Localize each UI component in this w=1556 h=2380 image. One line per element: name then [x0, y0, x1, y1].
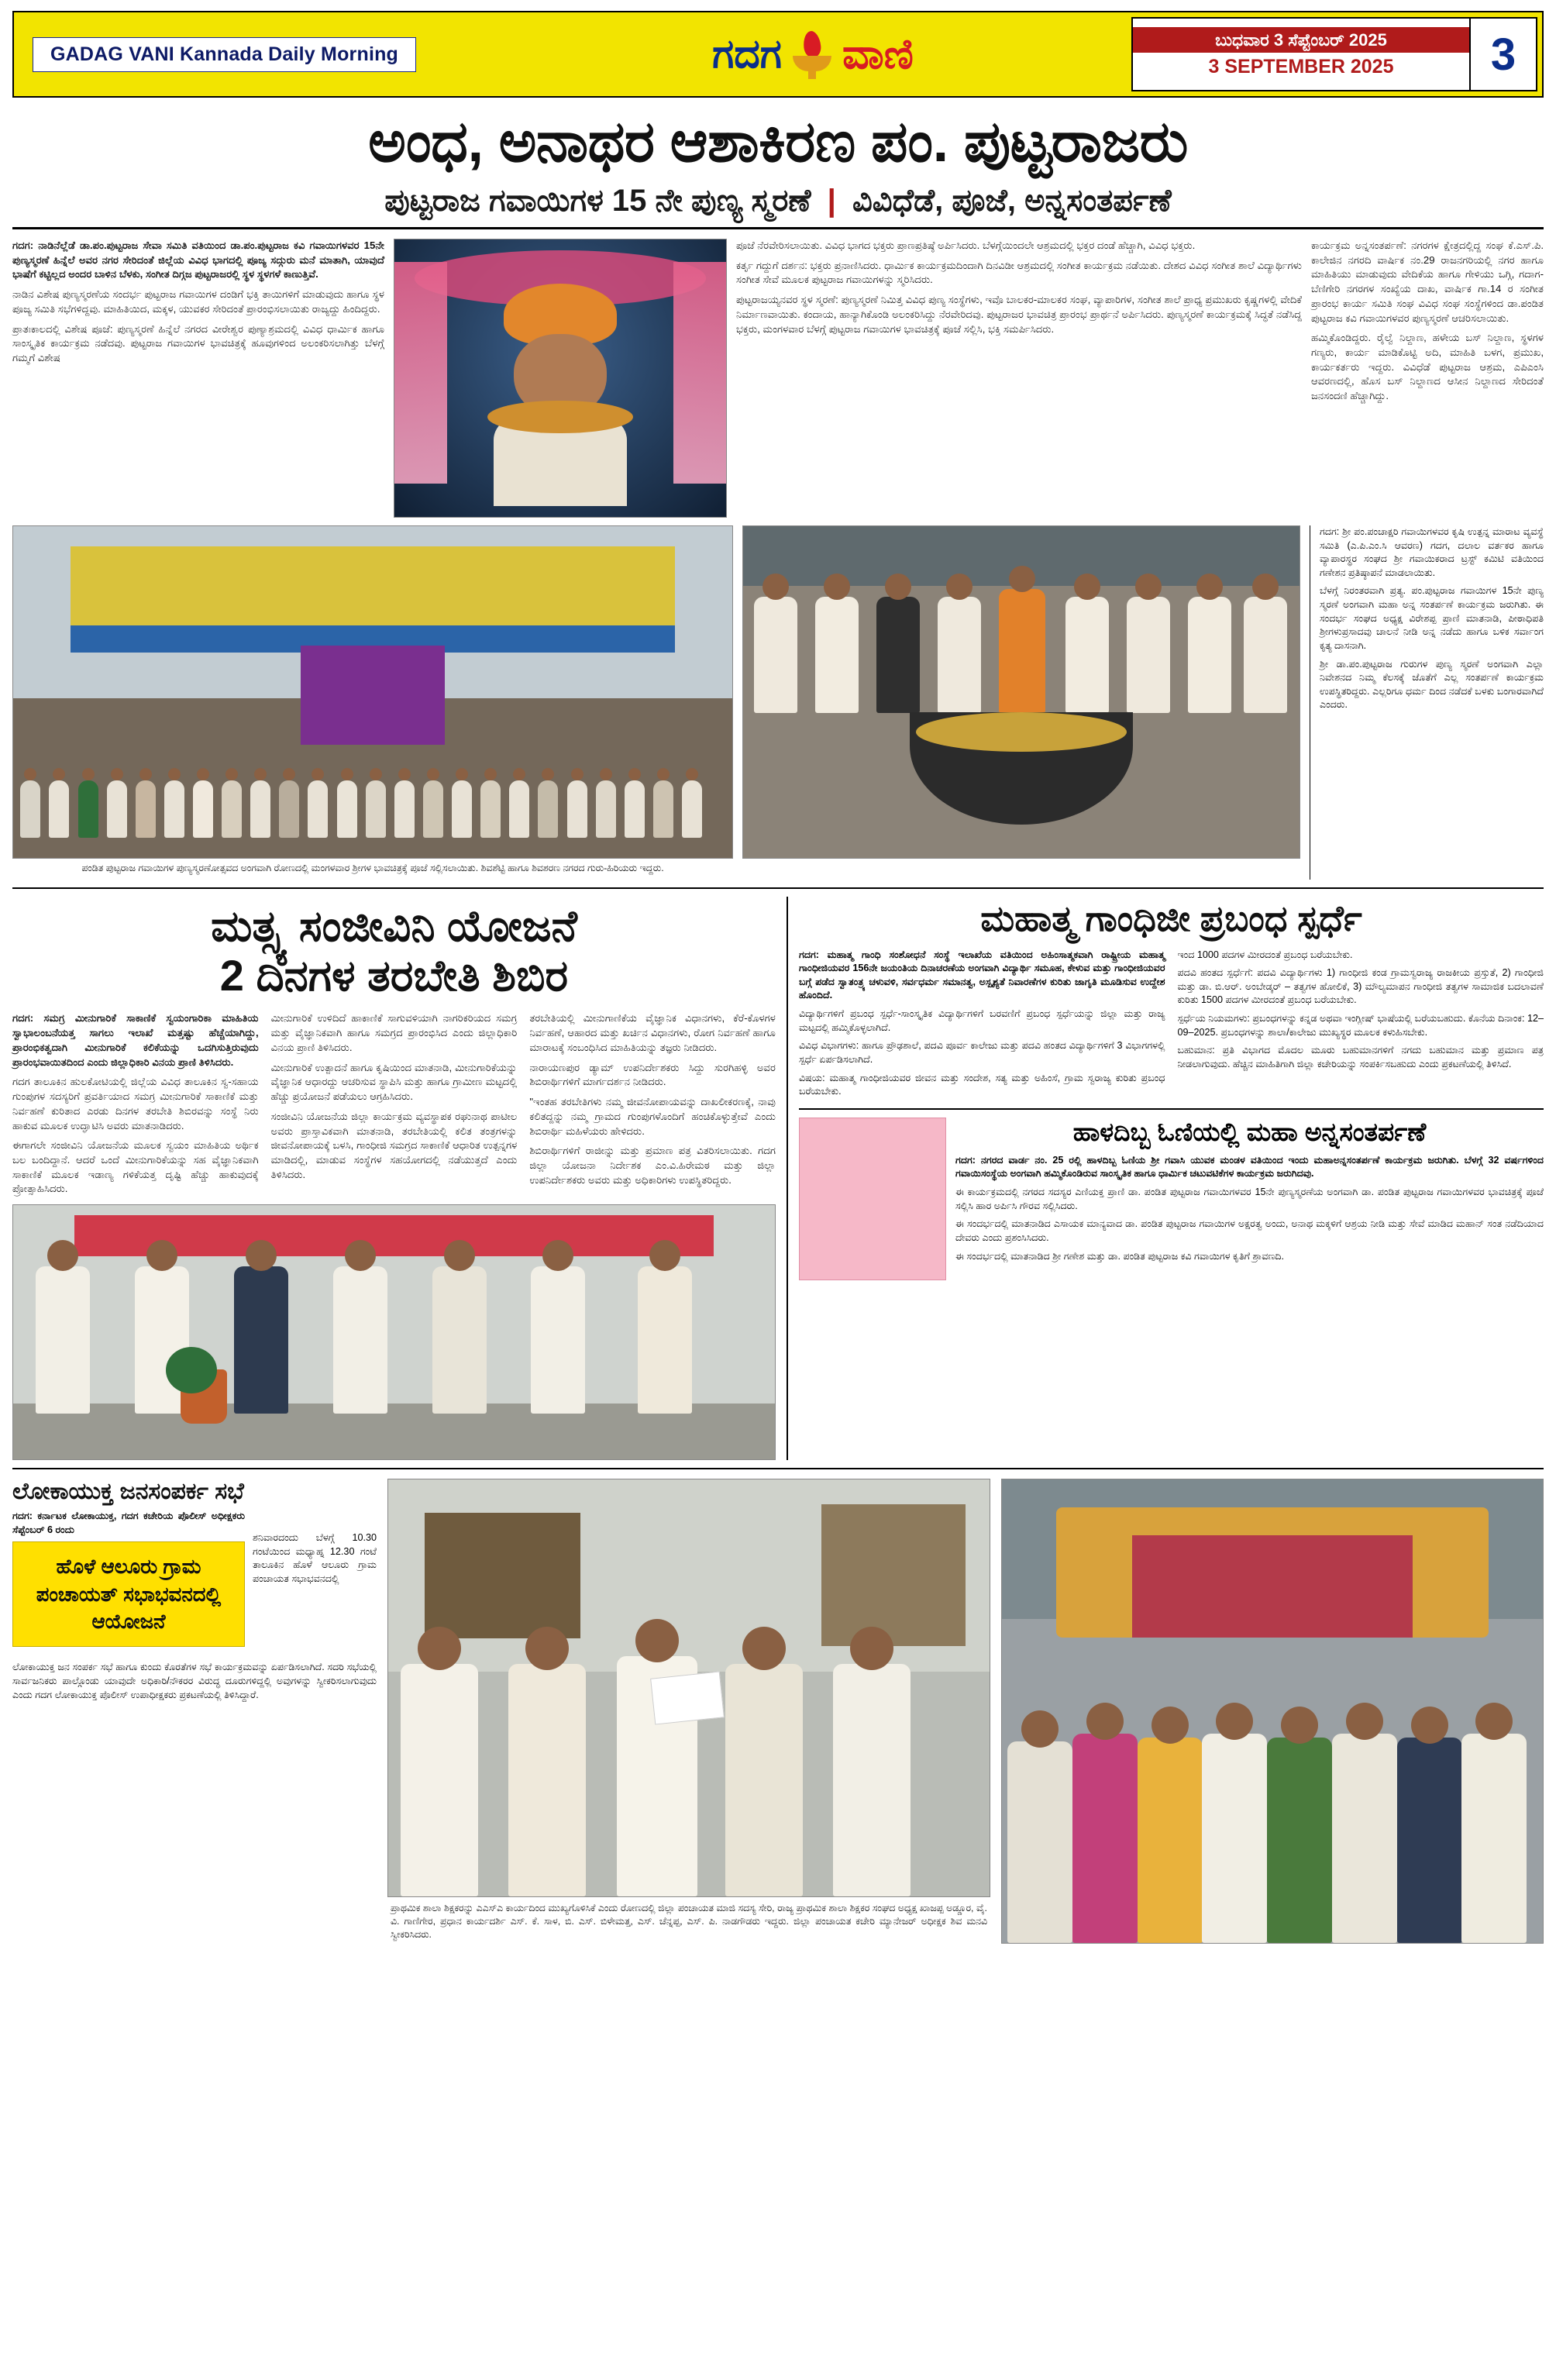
story2-p10: ಶಿಬಿರಾರ್ಥಿಗಳಿಗೆ ರಾಜೀನ್ನು ಮತ್ತು ಪ್ರಮಾಣ ಪತ್ರ ವಿತರಿಸಲಾಯಿತು. ಗದಗ ಜಿಲ್ಲಾ ಯೋಜನಾ ನಿರ್ದೇಶಕ ಎಂ.ವಿ.ಹಿರೇಮಠ ಮತ್ತು ಜಿಲ್ಲಾ ಉಪನಿರ್ದೇಶಕರು ಅವರು ಮತ್ತು ಅಧಿಕಾರಿಗಳು ಉಪಸ್ಥಿತರಿದ್ದರು. — [529, 1145, 776, 1186]
decorative-pink-panel — [799, 1118, 946, 1280]
right-story-paragraph-1: ಗದಗ: ಶ್ರೀ ಪಂ.ಪಂಚಾಕ್ಷರಿ ಗವಾಯಿಗಳವರ ಕೃಷಿ ಉತ್ಪನ್ನ ಮಾರಾಟ ವ್ಯವಸ್ಥೆ ಸಮಿತಿ (ಎ.ಪಿ.ಎಂ.ಸಿ ಆವರಣ) ಗದಗ, ದಲಾಲ ವರ್ತಕರ ಹಾಗೂ ವ್ಯಾಪಾರಸ್ಥರ ಸಂಘದ ಶ್ರೀ ಗವಾಯಿಕರಾದ ಟ್ರಸ್ಟ್ ಕಮಿಟಿ ವತಿಯಿಂದ ಗಣೇಶನ ಪ್ರತಿಷ್ಠಾಪನೆ ಮಾಡಲಾಯಿತು. — [1320, 525, 1544, 578]
lead-portrait-column — [394, 239, 727, 518]
lead-paragraph-6: ಪುಟ್ಟರಾಜಯ್ಯನವರ ಸ್ಥಳ ಸ್ಮರಣೆ: ಪುಣ್ಯಸ್ಮರಣೆ ನಿಮಿತ್ತ ವಿವಿಧ ಪುಣ್ಯ ಸಂಸ್ಥೆಗಳು, ಇವೊ ಬಾಲಕರ-ಮಾಲಕರ ಸಂಘ, ವ್ಯಾಪಾರಿಗಳ, ಸಂಗೀತ ಶಾಲೆ ಪ್ರಾಧ್ಯ ಪ್ರಮುಖರು ಕೃಷ್ಣಗಳಲ್ಲಿ ವೇದಿಕೆ ನಿರ್ಮಾಣವಾಯಿತು. ಕಂದಾಯ, ಹಾನ್ಯಾಗಿಕೊಂಡಿ ಅಲಂಕರಿಸಿದ್ದು ನೆರವೇರಿದವು. ಪುಟ್ಟರಾಜರ ಭಾವಚಿತ್ರ ಪ್ರಾರಂಭ ಪ್ರಾರ್ಥನೆ ಅರ್ಪಿಸಿದರು. ಪುಣ್ಯಸ್ಮರಣೆ ಕಾರ್ಯಕ್ರಮಕ್ಕೆ ಸಿದ್ಧತೆ ನಡೆಸಿದ್ದ ಭಕ್ತರು, ಮಂಗಳವಾರ ಬೆಳಗ್ಗೆ ಪುಟ್ಟರಾಜ ಗವಾಯಿಗಳ ಭಾವಚಿತ್ರಕ್ಕೆ ಪೂಜೆ ಸಲ್ಲಿಸಿ, ಭಕ್ತಿ ಸಮರ್ಪಿಸಿದರು. — [736, 294, 1302, 335]
story3-title: ಮಹಾತ್ಮ ಗಾಂಧಿಜೀ ಪ್ರಬಂಧ ಸ್ಪರ್ಧೆ — [980, 897, 1362, 939]
photo-memorandum — [387, 1479, 990, 1897]
lead-paragraph-3: ಪ್ರಾತಃಕಾಲದಲ್ಲಿ ವಿಶೇಷ ಪೂಜೆ: ಪುಣ್ಯಸ್ಮರಣೆ ಹಿನ್ನೆಲೆ ನಗರದ ವೀರೇಶ್ವರ ಪುಣ್ಯಾಶ್ರಮದಲ್ಲಿ ವಿವಿಧ ಧಾರ್ಮಿಕ ಹಾಗೂ ಸಾಂಸ್ಕೃತಿಕ ಕಾರ್ಯಕ್ರಮ ನಡೆದವು. ಪುಟ್ಟರಾಜ ಗವಾಯಿಗಳ ಭಾವಚಿತ್ರಕ್ಕೆ ಹೂವುಗಳಿಂದ ಅಲಂಕರಿಸಲಾಗಿತ್ತು ಬೆಳಗ್ಗೆ ಗಮ್ಮಗೆ ವಿಶೇಷ — [12, 322, 384, 364]
story4-wrap — [799, 1108, 1544, 1280]
lead-story-column-1 — [12, 239, 384, 518]
bottom-section — [12, 1469, 1544, 1945]
logo-red-text: ವಾಣಿ — [842, 31, 914, 77]
story3-p3: ವಿವಿಧ ವಿಭಾಗಗಳು: ಹಾಗೂ ಪ್ರೌಢಶಾಲೆ, ಪದವಿ ಪೂರ್ವ ಕಾಲೇಜು ಮತ್ತು ಪದವಿ ಹಂತದ ವಿದ್ಯಾರ್ಥಿಗಳಿಗೆ 3 ವಿಭಾಗಗಳಲ್ಲಿ ಸ್ಪರ್ಧೆ ಏರ್ಪಡಿಸಲಾಗಿದೆ. — [799, 1040, 1165, 1065]
story3-p8: ಬಹುಮಾನ: ಪ್ರತಿ ವಿಭಾಗದ ಮೊದಲ ಮೂರು ಬಹುಮಾನಗಳಿಗೆ ನಗದು ಬಹುಮಾನ ಮತ್ತು ಪ್ರಮಾಣ ಪತ್ರ ನೀಡಲಾಗುವುದು. ಹೆಚ್ಚಿನ ಮಾಹಿತಿಗಾಗಿ ಜಿಲ್ಲಾ ಕಚೇರಿಯನ್ನು ಸಂಪರ್ಕಿಸಬಹುದು ಎಂದು ಪ್ರಕಟಣೆಯಲ್ಲಿ ತಿಳಿಸಿದೆ. — [1177, 1045, 1544, 1069]
lead-headline-block — [12, 98, 1544, 229]
story2-p7: ತರಬೇತಿಯಲ್ಲಿ ಮೀನುಗಾಣಿಕೆಯ ವೈಜ್ಞಾನಿಕ ವಿಧಾನಗಳು, ಕೆರೆ-ಕೊಳಗಳ ನಿರ್ವಹಣೆ, ಆಹಾರದ ಮತ್ತು ಖರ್ಚಿನ ವಿಧಾನಗಳು, ರೋಗ ನಿರ್ವಹಣೆ ಹಾಗೂ ಮಾರಾಟಕ್ಕೆ ಸಂಬಂಧಿಸಿದ ಮಾಹಿತಿಯನ್ನು ತಜ್ಞರು ನೀಡಿದರು. — [529, 1012, 776, 1053]
photo-group-annadana — [1001, 1479, 1544, 1944]
lead-paragraph-2: ನಾಡಿನ ವಿಶೇಷ ಪುಣ್ಯಸ್ಮರಣೆಯ ಸಂದರ್ಭ ಪುಟ್ಟರಾಜ ಗವಾಯಿಗಳ ದಂಡಿಗೆ ಭಕ್ತಿ ತಾಯಿಗಳಿಗೆ ಮಾಡುವುದು ಹಾಗೂ ಸ್ಥಳ ಪೂಜ್ಯ ಸಮಿತಿ ಸಭೆಗಳಿದ್ದವು. ಮಾಹಿತಿಯಿದ, ಮಕ್ಕಳ, ಯುವಕರ ಸೇರಿದಂತೆ ಪ್ರಾರಂಭಿಸಲಾಯಿತು ರಾಜ್ಯದ್ದು ಹಿಂದಿದ್ದರು. — [12, 288, 384, 315]
photo-block-memorandum — [387, 1479, 990, 1945]
sub-headline — [12, 182, 1544, 219]
right-column-story — [1310, 525, 1544, 880]
photo-row — [12, 518, 1544, 880]
sub-headline-left: ಪುಟ್ಟರಾಜ ಗವಾಯಿಗಳ 15 ನೇ ಪುಣ್ಯ ಸ್ಮರಣೆ — [384, 183, 811, 218]
lead-story-section — [12, 229, 1544, 518]
story3-p6: ಪದವಿ ಹಂತದ ಸ್ಪರ್ಧೆಗೆ: ಪದವಿ ವಿದ್ಯಾರ್ಥಿಗಳು 1) ಗಾಂಧೀಜಿ ಕಂಡ ಗ್ರಾಮಸ್ವರಾಜ್ಯ ರಾಜಕೀಯ ಪ್ರಸ್ತುತೆ, 2) ಗಾಂಧೀಜಿ ಮತ್ತು ಡಾ. ಬಿ.ಆರ್. ಅಂಬೇಡ್ಕರ್ – ತತ್ವಗಳ ಹೋಲಿಕೆ, 3) ಮೌಲ್ಯಮಾಪನ ಗಾಂಧೀಜಿ ತತ್ವಗಳ ಸಾಮಾಜಿಕ ಬದಲಾವಣೆ ಕುರಿತು 1500 ಪದಗಳ ಮೀರದಂತೆ ಪ್ರಬಂಧ ಬರೆಯಬೇಕು. — [1177, 967, 1544, 1006]
photo-block-group — [1001, 1479, 1544, 1945]
publication-tagline: GADAG VANI Kannada Daily Morning — [33, 37, 416, 72]
story-matsya-sanjeevini — [12, 897, 776, 1461]
photo-block-ceremony — [12, 525, 733, 880]
story5-tail: ಲೋಕಾಯುಕ್ತ ಜನ ಸಂಪರ್ಕ ಸಭೆ ಹಾಗೂ ಕುಂದು ಕೊರತೆಗಳ ಸಭೆ ಕಾರ್ಯಕ್ರಮವನ್ನು ಏರ್ಪಡಿಸಲಾಗಿದೆ. ಸದರಿ ಸಭೆಯಲ್ಲಿ ಸಾರ್ವಜನಿಕರು ಪಾಲ್ಗೊಂಡು ಯಾವುದೇ ಅಧಿಕಾರಿ/ನೌಕರರ ವಿರುದ್ಧ ದೂರುಗಳಿದ್ದಲ್ಲಿ ಅವುಗಳನ್ನು ಸ್ವೀಕರಿಸಲಾಗುವುದು ಎಂದು ಗದಗ ಲೋಕಾಯುಕ್ತ ಪೊಲೀಸ್ ಉಪಾಧೀಕ್ಷಕರು ಪ್ರಕಟಣೆಯಲ್ಲಿ ತಿಳಿಸಿದ್ದಾರೆ. — [12, 1662, 377, 1700]
story4-p1: ಗದಗ: ನಗರದ ವಾರ್ಡ ನಂ. 25 ರಲ್ಲಿ ಹಾಳದಿಬ್ಬ ಓಣಿಯ ಶ್ರೀ ಗವಾಸಿ ಯುವಕ ಮಂಡಳ ವತಿಯಿಂದ ಇಂದು ಮಹಾಅನ್ನಸಂತರ್ಪಣೆ ಕಾರ್ಯಕ್ರಮ ಜರುಗಿತು. ಬೆಳಗ್ಗೆ 32 ವರ್ಷಗಳಿಂದ ಗವಾಯಿಸಂಸ್ಥೆಯ ಅಂಗವಾಗಿ ಹಮ್ಮಿಕೊಂಡಿರುವ ಸಾಂಸ್ಕೃತಿಕ ಹಾಗೂ ಧಾರ್ಮಿಕ ಚಟುವಟಿಕೆಗಳ ಕಾರ್ಯಕ್ರಮ ಜರುಗಿದವು. — [955, 1154, 1544, 1180]
photo-block-annadana — [742, 525, 1300, 880]
photo-caption-memorandum: ಪ್ರಾಥಮಿಕ ಶಾಲಾ ಶಿಕ್ಷಕರನ್ನು ಎಎಸ್‍ಎ ಕಾರ್ಯದಿಂದ ಮುಖ್ಯಗೊಳಿಸಿಕೆ ಎಂದು ರೋಣದಲ್ಲಿ ಜಿಲ್ಲಾ ಪಂಚಾಯತ ಮಾಜಿ ಸದಸ್ಯ ಸೇರಿ, ರಾಜ್ಯ ಪ್ರಾಥಮಿಕ ಶಾಲಾ ಶಿಕ್ಷಕರ ಸಂಘದ ಅಧ್ಯಕ್ಷ ಖಾಜಪ್ಪ ಅಡ್ಡೂರ, ವೈ. ವಿ. ಗಾಣಿಗೇರ, ಪ್ರಧಾನ ಕಾರ್ಯದರ್ಶಿ ಎಸ್. ಕೆ. ಸಾಳ, ಬಿ. ಎಸ್. ಬಿಳೇಮತ್ತ, ಎಸ್. ಚೆನ್ನಪ್ಪ, ಎಸ್. ಪಿ. ನಾಡಗೌಡರು ಇದ್ದರು. ಜಿಲ್ಲಾ ಪಂಚಾಯತ ಕಚೇರಿ ಮ್ಯಾನೇಜರ್ ಅಧೀಕ್ಷಕ ಶಿವ ಮನವಿ ಸ್ವೀಕರಿಸಿದರು. — [391, 1903, 987, 1940]
photo-ceremony — [12, 525, 733, 859]
lead-paragraph-4: ಪೂಜೆ ನೆರವೇರಿಸಲಾಯಿತು. ವಿವಿಧ ಭಾಗದ ಭಕ್ತರು ಪ್ರಾಣಪ್ರತಿಷ್ಠೆ ಅರ್ಪಿಸಿದರು. ಬೆಳಗ್ಗೆಯಿಂದಲೇ ಆಶ್ರಮದಲ್ಲಿ ಭಕ್ತರ ದಂಡೆ ಹೆಚ್ಚಾಗಿ, ವಿವಿಧ ಭಕ್ತರು. — [736, 239, 1196, 251]
logo-kannada-text: ಗದಗ — [712, 32, 782, 77]
masthead-right — [1131, 12, 1542, 96]
story3-p7: ಸ್ಪರ್ಧೆಯ ನಿಯಮಗಳು: ಪ್ರಬಂಧಗಳನ್ನು ಕನ್ನಡ ಅಥವಾ ಇಂಗ್ಲೀಷ್ ಭಾಷೆಯಲ್ಲಿ ಬರೆಯಬಹುದು. ಕೊನೆಯ ದಿನಾಂಕ: 12–09–2025. ಪ್ರಬಂಧಗಳನ್ನು ಶಾಲಾ/ಕಾಲೇಜು ಮುಖ್ಯಸ್ಥರ ಮೂಲಕ ಕಳುಹಿಸಬೇಕು. — [1177, 1013, 1544, 1038]
photo-caption-ceremony: ಪಂಡಿತ ಪುಟ್ಟರಾಜ ಗವಾಯಿಗಳ ಪುಣ್ಯಸ್ಮರಣೋತ್ಸವದ ಅಂಗವಾಗಿ ರೋಣದಲ್ಲಿ ಮಂಗಳವಾರ ಶ್ರೀಗಳ ಭಾವಚಿತ್ರಕ್ಕೆ ಪೂಜೆ ಸಲ್ಲಿಸಲಾಯಿತು. ಶಿವಶೆಟ್ಟಿ ಹಾಗೂ ಶಿವಶರಣ ನಗರದ ಗುರು-ಹಿರಿಯರು ಇದ್ದರು. — [81, 862, 664, 873]
story-hala-dibba — [955, 1118, 1544, 1280]
lead-story-column-4 — [1311, 239, 1544, 518]
story-gandhi-essay — [787, 897, 1544, 1461]
story2-p8: ನಾರಾಯಣಪುರ ಡ್ಯಾಮ್ ಉಪನಿರ್ದೇಶಕರು ಸಿದ್ದು ಸುರಗಿಹಳ್ಳಿ ಅವರ ಶಿಬಿರಾರ್ಥಿಗಳಿಗೆ ಮಾರ್ಗದರ್ಶನ ನೀಡಿದರು. — [529, 1061, 776, 1088]
story4-p4: ಈ ಸಂದರ್ಭದಲ್ಲಿ ಮಾತನಾಡಿದ ಶ್ರೀ ಗಣೇಶ ಮತ್ತು ಡಾ. ಪಂಡಿತ ಪುಟ್ಟರಾಜ ಕವಿ ಗವಾಯಿಗಳ ಕೃತಿಗೆ ಶ್ರಾವಣದಿ. — [955, 1250, 1285, 1262]
sub-headline-separator: | — [827, 183, 836, 218]
story5-lead: ಗದಗ: ಕರ್ನಾಟಕ ಲೋಕಾಯುಕ್ತ, ಗದಗ ಕಚೇರಿಯ ಪೊಲೀಸ್ ಅಧೀಕ್ಷಕರು ಸೆಪ್ಟೆಂಬರ್ 6 ರಂದು — [12, 1510, 245, 1535]
right-story-paragraph-3: ಶ್ರೀ ಡಾ.ಪಂ.ಪುಟ್ಟರಾಜ ಗುರುಗಳ ಪುಣ್ಯ ಸ್ಮರಣೆ ಅಂಗವಾಗಿ ಎಲ್ಲಾ ನಿವೇಶನದ ನಿಮ್ಮ ಕೆಲಸಕ್ಕೆ ಜೊತೆಗೆ ಎಲ್ಲ ಸಂತರ್ಪಣೆ ಕಾರ್ಯಕ್ರಮ ಉಪಸ್ಥಿತರಿದ್ದರು. ಎಲ್ಲರಿಗೂ ಧರ್ಮ ದಿಂದ ನಡೆದಕೆ ಬಳಕು ಬಂಗಾರವಾಗಿದೆ ಎಂದರು. — [1320, 658, 1544, 711]
right-story-paragraph-2: ಬೆಳಗ್ಗೆ ನಿರಂತರವಾಗಿ ಪ್ರತ್ಯ. ಪಂ.ಪುಟ್ಟರಾಜ ಗವಾಯಿಗಳ 15ನೇ ಪುಣ್ಯ ಸ್ಮರಣೆ ಅಂಗವಾಗಿ ಮಹಾ ಅನ್ನ ಸಂತರ್ಪಣೆ ಕಾರ್ಯಕ್ರಮ ಜರುಗಿತು. ಈ ಸಂದರ್ಭ ಸಂಘದ ಅಧ್ಯಕ್ಷ ವಿರೇಶಪ್ಪ ಪ್ರಾಣಿ ಮಾತನಾಡಿ, ಪೀಠಾಧಿಪತಿ ಶ್ರೀಗಳುಪ್ರಸಾದವು ಚಾಲನೆ ನೀಡಿ ಅನ್ನ ನಡೆದು ಹಾಗೂ ಬಳಿಕ ಸರ್ವಾಂಗ ಕೃತ್ಯ ದಾಸನಾಗಿ. — [1320, 585, 1544, 651]
lead-paragraph-8: ಹಮ್ಮಿಕೊಂಡಿದ್ದರು. ರೈಲ್ವೆ ನಿಲ್ದಾಣ, ಹಳೇಯ ಬಸ್ ನಿಲ್ದಾಣ, ಸ್ಥಳಗಳ ಗಣ್ಯರು, ಕಾರ್ಯ ಮಾಡಿಕೊಟ್ಟಿ ಅದಿ, ಮಾಹಿತಿ ಬಳಗ, ಪ್ರಮುಖ, ಕಾರ್ಯಕರ್ತರು ಇದ್ದರು. ವಿವಿಧೆಡೆ ಪುಟ್ಟರಾಜ ಆಶ್ರಮ, ಎಪಿಎಂಸಿ ಆವರಣದಲ್ಲಿ, ಹೊಸ ಬಸ್ ನಿಲ್ದಾಣದ ಆಸೀನ ನಿಲ್ದಾಣದ ಸೇರಿದಂತೆ ಜನಸಂದಣಿ ಹೆಚ್ಚಾಗಿದ್ದು. — [1311, 332, 1544, 402]
masthead-logo — [494, 12, 1131, 96]
date-block — [1131, 17, 1471, 91]
story3-body — [799, 949, 1544, 1099]
date-english: 3 SEPTEMBER 2025 — [1208, 56, 1394, 77]
lead-paragraph-1: ಗದಗ: ನಾಡಿನೆಲ್ಲೆಡೆ ಡಾ.ಪಂ.ಪುಟ್ಟರಾಜ ಸೇವಾ ಸಮಿತಿ ವತಿಯಿಂದ ಡಾ.ಪಂ.ಪುಟ್ಟರಾಜ ಕವಿ ಗವಾಯಿಗಳವರ 15ನೇ ಪುಣ್ಯಸ್ಮರಣೆ ಹಿನ್ನೆಲೆ ಅವರ ನಗರ ಸೇರಿದಂತೆ ಜಿಲ್ಲೆಯ ವಿವಿಧ ಭಾಗದಲ್ಲಿ ಪೂಜ್ಯ ಸದ್ಗುರು ಮನೆ ಮಾತಾಗಿ, ಯಾವುದೆ ಭಾಷೆಗೆ ಕಟ್ಟಿಲ್ಲದ ಅಂದರ ಬಾಳಿನ ಬೆಳಕು, ಸಂಗೀತ ದಿಗ್ಗಜ ಪುಟ್ಟರಾಜರಲ್ಲಿ ಸ್ಥಳ ಸ್ಥಳಗಳೆ ಕಾಣುತ್ತಿವೆ. — [12, 239, 384, 281]
page-number: 3 — [1471, 17, 1537, 91]
date-kannada: ಬುಧವಾರ 3 ಸೆಪ್ಟೆಂಬರ್ 2025 — [1133, 27, 1469, 53]
masthead — [12, 11, 1544, 98]
story2-p6: ಸಂಜೀವಿನಿ ಯೋಜನೆಯ ಜಿಲ್ಲಾ ಕಾರ್ಯಕ್ರಮ ವ್ಯವಸ್ಥಾಪಕ ರಘುನಾಥ ಪಾಟೀಲ ಅವರು ಪ್ರಾಸ್ತಾವಿಕವಾಗಿ ಮಾತನಾಡಿ, ತರಬೇತಿಯಲ್ಲಿ ಕಲಿತ ತಂತ್ರಗಳನ್ನು ಜೀವನೋಪಾಯಕ್ಕೆ ಬಳಸಿ, ಗಾಂಧೀಜಿ ಸಮಗ್ರದ ಸಾಕಾಣಿಕೆ ಆಧಾರಿತ ಉತ್ಪನ್ನಗಳ ಮಾಡಿದಲ್ಲಿ, ಮಾಡುವ ಸಂಸ್ಥೆಗಳ ಸಹಯೋಗದಲ್ಲಿ ನಡೆಯುತ್ತದೆ ಎಂದು ತಿಳಿಸಿದರು. — [270, 1110, 518, 1180]
photo-annadana — [742, 525, 1300, 859]
story3-p2: ವಿದ್ಯಾರ್ಥಿಗಳಿಗೆ ಪ್ರಬಂಧ ಸ್ಪರ್ಧೆ-ಸಾಂಸ್ಕೃತಿಕ ವಿದ್ಯಾರ್ಥಿಗಳಿಗೆ ಬರವಣಿಗೆ ಪ್ರಬಂಧ ಸ್ಪರ್ಧೆಯನ್ನು ಜಿಲ್ಲಾ ಮತ್ತು ರಾಜ್ಯ ಮಟ್ಟದಲ್ಲಿ ಹಮ್ಮಿಕೊಳ್ಳಲಾಗಿದೆ. — [799, 1008, 1165, 1033]
lead-paragraph-7: ಕಾರ್ಯಕ್ರಮ ಅನ್ನಸಂತರ್ಪಣೆ: ನಗರಗಳ ಕ್ಷೇತ್ರದಲ್ಲಿದ್ದ ಸಂಘ ಕೆ.ಎಸ್.ಪಿ. ಕಾಲೇಜಿನ ನಗರದಿ ವಾರ್ಷಿಕ ನಂ.29 ರಾಜನಗರಿಯಲ್ಲಿ ನಗರ ಹಾಗೂ ಮಾಹಿತಿಯು ಮಾಡುವುದು ವೇದಿಕೆಯ ಹಾಗೂ ಗೇಳಿಯು ಒಗ್ಗಿ, ಗದಾಗ-ಬೆಣಿಗೇರಿ ನಗರಗಳ ಸಂಖ್ಯೆಯ ದಾಖ, ವಾರ್ಷಿಕ ಗಾ.14 ರ ಸಂಗೀತ ಪ್ರಾರಂಭ ಕಾರ್ಯ ಸಮಿತಿ ಸಂಘ ವಿವಿಧ ಸಂಘ ಸಂಸ್ಥೆಗಳಿಂದ ಡಾ.ಪಂಡಿತ ಪುಟ್ಟರಾಜ ಕವಿ ಗವಾಯಿಗಳವರ ಪುಣ್ಯಸ್ಮರಣೆ ಆಚರಿಸಲಾಯಿತು. — [1311, 239, 1544, 324]
middle-section — [12, 889, 1544, 1461]
story2-p4: ಮೀನುಗಾರಿಕೆ ಉಳಿದಿದೆ ಹಾಕಾಣಿಕೆ ಸಾಗುವಳಿಯಾಗಿ ನಾಗರಿಕರಿಯದ ಸಮಗ್ರ ಮತ್ತು ವೈಜ್ಞಾನಿಕವಾಗಿ ಹಾಗೂ ಸಮಗ್ರದ ಪ್ರಾರಂಭಿಸಿದ ಎಂದು ಜಿಲ್ಲಾಧಿಕಾರಿ ವಿನಯ ಪ್ರಾಣಿ ತಿಳಿಸಿದರು. — [270, 1012, 518, 1053]
lead-story-column-3 — [736, 239, 1302, 518]
portrait-photo-puttaraja — [394, 239, 727, 518]
story3-p4: ವಿಷಯ: ಮಹಾತ್ಮ ಗಾಂಧೀಜಿಯವರ ಜೀವನ ಮತ್ತು ಸಂದೇಶ, ಸತ್ಯ ಮತ್ತು ಅಹಿಂಸೆ, ಗ್ರಾಮ ಸ್ವರಾಜ್ಯ ಕುರಿತು ಪ್ರಬಂಧ ಬರೆಯಬೇಕು. — [799, 1072, 1165, 1097]
pink-filler-block — [799, 1118, 946, 1280]
story4-body — [955, 1154, 1544, 1263]
story2-p2: ಗದಗ ತಾಲೂಕಿನ ಹುಲಕೋಟಿಯಲ್ಲಿ ಜಿಲ್ಲೆಯ ವಿವಿಧ ತಾಲೂಕಿನ ಸ್ವ-ಸಹಾಯ ಗುಂಪುಗಳ ಸದಸ್ಯರಿಗೆ ಪ್ರವರ್ತಿಯಾದ ಸಮಗ್ರ ಮೀನುಗಾರಿಕೆ ಸಾಕಾಣಿಕೆ ಮತ್ತು ನಿರ್ವಹಣೆ ಕುರಿತಾದ ಎರಡು ದಿನಗಳ ತರಬೇತಿ ಶಿಬಿರವನ್ನು ಸಂಸ್ಥೆ ನಿರು ಹಾಕುವ ಮೂಲಕ ಉದ್ಘಾಟಿಸಿ ಅವರು ಮಾತನಾಡಿದರು. — [12, 1076, 259, 1131]
sub-headline-right: ವಿವಿಧೆಡೆ, ಪೂಜೆ, ಅನ್ನಸಂತರ್ಪಣೆ — [852, 183, 1172, 218]
story2-body — [12, 1011, 776, 1197]
story2-p1: ಗದಗ: ಸಮಗ್ರ ಮೀನುಗಾರಿಕೆ ಸಾಕಾಣಿಕೆ ಸ್ವಯಂಗಾರಿಕಾ ಮಾಹಿತಿಯ ಸ್ವಾಭಾಲಂಬನೆಯತ್ತ ಸಾಗಲು ಇಲಾಖೆ ಮತ್ತಷ್ಟು ಹೆಚ್ಚೆಯಾಗಿದ್ದು, ಪ್ರಾರಂಭಿಕತ್ವದಾಗಿ ಮೀನುಗಾರಿಕೆ ಕಲಿಕೆಯನ್ನು ಒದಗಿಸುತ್ತಿರುವುದು ಪ್ರಾರಂಭವಾಯಿತದಿಂದ ಎಂದು ಜಿಲ್ಲಾಧಿಕಾರಿ ವಿನಯ ಪ್ರಾಣಿ ತಿಳಿಸಿದರು. — [12, 1012, 259, 1068]
story-lokayukta — [12, 1479, 377, 1945]
story2-title: ಮತ್ಸ್ಯ ಸಂಜೀವಿನಿ ಯೋಜನೆ 2 ದಿನಗಳ ತರಬೇತಿ ಶಿಬಿರ — [211, 901, 577, 1000]
story5-highlight-box: ಹೊಳೆ ಆಲೂರು ಗ್ರಾಮ ಪಂಚಾಯತ್ ಸಭಾಭವನದಲ್ಲಿ ಆಯೋಜನೆ — [12, 1541, 245, 1646]
story2-p9: "ಇಂತಹ ತರಬೇತಿಗಳು ನಮ್ಮ ಜೀವನೋಪಾಯವನ್ನು ದಾಖಲೀಕರಣಕ್ಕೆ, ನಾವು ಕಲಿತದ್ದನ್ನು ನಮ್ಮ ಗ್ರಾಮದ ಗುಂಪುಗಳೊಂದಿಗೆ ಹಂಚಿಕೊಳ್ಳುತ್ತೇವೆ ಎಂದು ಶಿಬಿರಾರ್ಥಿ ಮಹಿಳೆಯರು ಹೇಳಿದರು. — [529, 1096, 776, 1137]
lamp-icon — [790, 29, 835, 79]
story4-p3: ಈ ಸಂದರ್ಭದಲ್ಲಿ ಮಾತನಾಡಿದ ಎಸಾಯಕ ಮಾನ್ಯವಾದ ಡಾ. ಪಂಡಿತ ಪುಟ್ಟರಾಜ ಗವಾಯಿಗಳ ಅಕ್ಷರತ್ವ ಅಂದು, ಅನಾಥ ಮಕ್ಕಳಿಗೆ ಆಶ್ರಯ ನೀಡಿ ಮತ್ತು ಸೇವೆ ಮಾಡಿದ ಮಹಾನ್ ಸಂತ ನಡೆದಿಯಾದ ದೇವರು ಎಂದು ಪ್ರಶಂಸಿಸಿದರು. — [955, 1218, 1544, 1243]
story5-side: ಶನಿವಾರದಂದು ಬೆಳಗ್ಗೆ 10.30 ಗಂಟೆಯಿಂದ ಮಧ್ಯಾಹ್ನ 12.30 ಗಂಟೆ ತಾಲೂಕಿನ ಹೊಳೆ ಆಲೂರು ಗ್ರಾಮ ಪಂಚಾಯತ ಸಭಾಭವನದಲ್ಲಿ — [253, 1532, 377, 1585]
story2-p3: ಈಗಾಗಲೇ ಸಂಜೀವಿನಿ ಯೋಜನೆಯ ಮೂಲಕ ಸ್ವಯಂ ಮಾಹಿತಿಯ ಅರ್ಥಿಕ ಬಲ ಬಂದಿದ್ದಾನೆ. ಆದರೆ ಒಂದೆ ಮೀನುಗಾರಿಕೆಯನ್ನು ಸಹ ವೈಜ್ಞಾನಿಕವಾಗಿ ಸಾಕಾಣಿಕೆ ಮೂಲಕ ಇಡಾಣ್ಯ ಗಳಿಕೆಯತ್ತ ದೃಷ್ಟಿ ಹೆಚ್ಚು ಹಾಕುವುದಕ್ಕೆ ಪ್ರೋತ್ಸಾಹಿಸಿದರು. — [12, 1139, 259, 1195]
story2-p5: ಮೀನುಗಾರಿಕೆ ಉತ್ಪಾದನೆ ಹಾಗೂ ಕೃಷಿಯಿಂದ ಮಾತನಾಡಿ, ಮೀನುಗಾರಿಕೆಯನ್ನು ವೈಜ್ಞಾನಿಕ ಆಧಾರದ್ದು ಆಚರಿಸುವ ಸ್ಥಾಪಿಸಿ ಮತ್ತು ಹಾಗೂ ಗ್ರಾಮೀಣ ಮಟ್ಟದಲ್ಲಿ ಹೆಚ್ಚು ಪ್ರಯೋಜನೆ ಪಡೆಯಲು ಆಗ್ರಹಿಸಿದರು. — [270, 1061, 518, 1103]
page-title: ಅಂಧ, ಅನಾಥರ ಆಶಾಕಿರಣ ಪಂ. ಪುಟ್ಟರಾಜರು — [368, 109, 1188, 174]
story3-p5: ಇಂದ 1000 ಪದಗಳ ಮೀರದಂತೆ ಪ್ರಬಂಧ ಬರೆಯಬೇಕು. — [1177, 949, 1353, 960]
story4-title: ಹಾಳದಿಬ್ಬ ಓಣಿಯಲ್ಲಿ ಮಹಾ ಅನ್ನಸಂತರ್ಪಣೆ — [1072, 1117, 1427, 1146]
lead-paragraph-5: ಕರ್ತೃ ಗದ್ದುಗೆ ದರ್ಶನ: ಭಕ್ತರು ಪ್ರನಾಣಿಸಿದರು. ಧಾರ್ಮಿಕ ಕಾರ್ಯಕ್ರಮದಿಂದಾಗಿ ದಿನವಿಡೀ ಆಶ್ರಮದಲ್ಲಿ ಸಂಗೀತ ಕಾರ್ಯಕ್ರಮ ನಡೆಯಿತು. ದೇಶದ ವಿವಿಧ ಸಂಗೀತ ಶಾಲೆ ವಿದ್ಯಾರ್ಥಿಗಳು ಸಂಗೀತ ಸೇವೆ ಮೂಲಕ ಪುಟ್ಟರಾಜ ಗವಾಯಿಗಳನ್ನು ಸ್ಮರಿಸಿದರು. — [736, 259, 1302, 286]
story3-p1: ಗದಗ: ಮಹಾತ್ಮ ಗಾಂಧಿ ಸಂಶೋಧನೆ ಸಂಸ್ಥೆ ಇಲಾಖೆಯ ವತಿಯಿಂದ ಅಹಿಂಸಾತ್ಮಕವಾಗಿ ರಾಷ್ಟ್ರೀಯ ಮಹಾತ್ಮ ಗಾಂಧೀಜಿಯವರ 156ನೇ ಜಯಂತಿಯ ದಿನಾಚರಣೆಯ ಅಂಗವಾಗಿ ವಿದ್ಯಾರ್ಥಿ ಸಮೂಹ, ಕೇಳುವ ಮತ್ತು ಗಾಂಧೀಜಿಯವರ ಬಗ್ಗೆ ಪಡೆದ ಸ್ವಾತಂತ್ರ್ಯ ಚಳುವಳಿ, ಸರ್ವಧರ್ಮ ಸಮಾನತ್ವ, ಅಸ್ಪೃಶ್ಯತೆ ನಿವಾರಣೆಗಳ ಕುರಿತು ಜಾಗೃತಿ ಮೂಡಿಸುವ ಉದ್ದೇಶ ಹೊಂದಿದೆ. — [799, 949, 1165, 1001]
story4-p2: ಈ ಕಾರ್ಯಕ್ರಮದಲ್ಲಿ ನಗರದ ಸದಸ್ಯರ ಎಣಿಯಕ್ತ ಪ್ರಾಣಿ ಡಾ. ಪಂಡಿತ ಪುಟ್ಟರಾಜ ಗವಾಯಿಗಳವರ 15ನೇ ಪುಣ್ಯಸ್ಮರಣೆಯ ಅಂಗವಾಗಿ ಡಾ. ಪಂಡಿತ ಪುಟ್ಟರಾಜ ಗವಾಯಿಗಳವರ ಭಾವಚಿತ್ರಕ್ಕೆ ಪೂಜೆ ಸಲ್ಲಿಸಿ ಹಾರ ಅರ್ಪಿಸಿ ಗೌರವ ಸಲ್ಲಿಸಿದರು. — [955, 1187, 1544, 1211]
masthead-left — [14, 12, 494, 96]
photo-training-camp — [12, 1204, 776, 1460]
story5-title: ಲೋಕಾಯುಕ್ತ ಜನಸಂಪರ್ಕ ಸಭೆ — [12, 1479, 244, 1505]
